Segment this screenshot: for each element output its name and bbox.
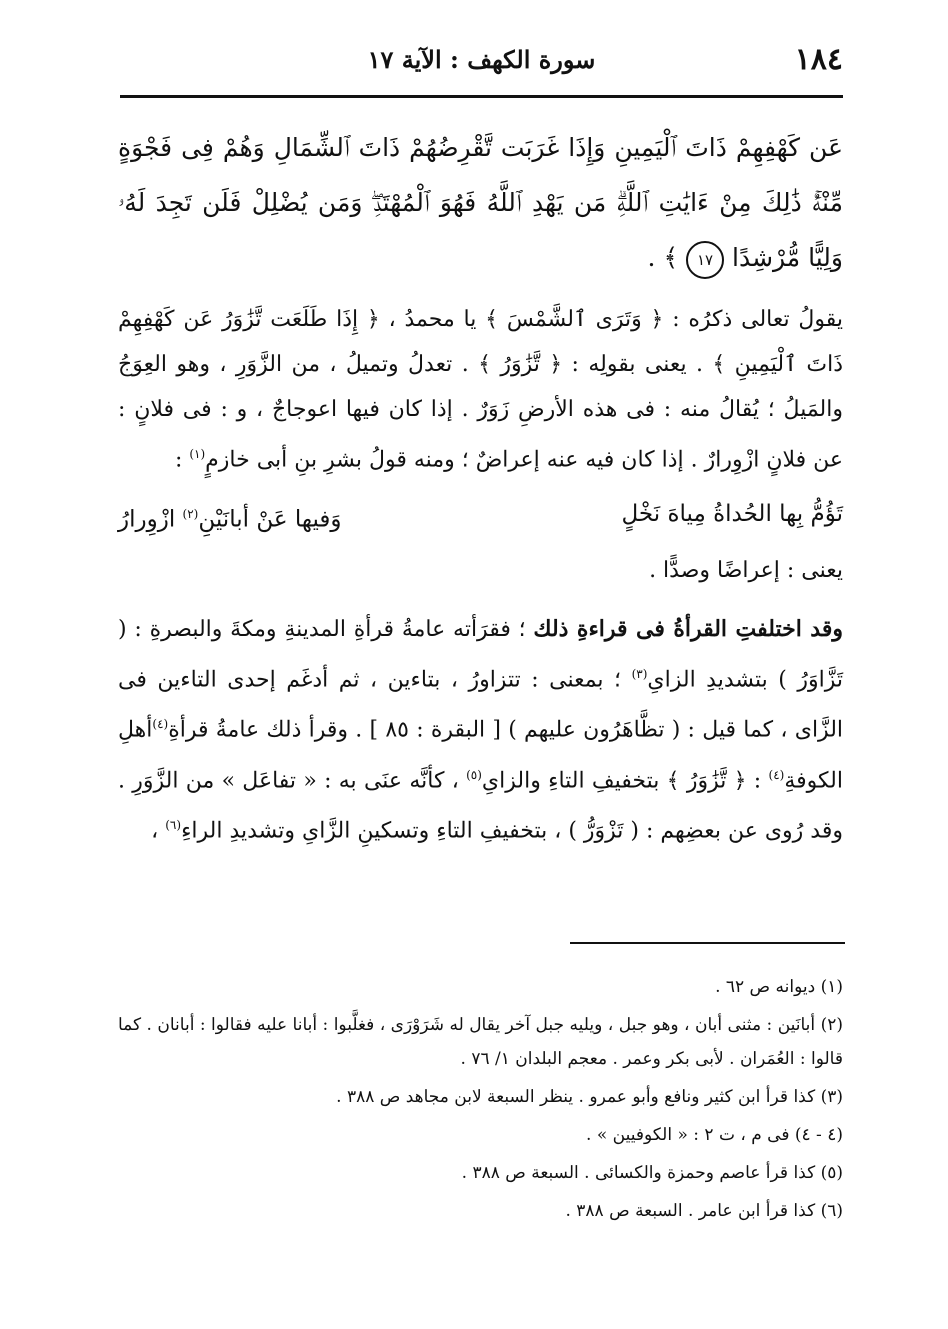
commentary-text: ؛ بمعنى : تتزاورُ ، بتاءين ، ثم أدغَم إحدى التاءين فى الزَّاى ، كما قيل : ( تظَّاهَرُون عليهم ) [ البقرة : ٨٥ ] . وقرأ ذلك عامةُ قرأةِ xyxy=(118,667,844,743)
footnote: (٥) كذا قرأ عاصم وحمزة والكسائى . السبعة ص ٣٨٨ . xyxy=(461,1163,843,1183)
verse-second-hemistich xyxy=(118,492,342,542)
commentary-text: يقولُ تعالى ذكرُه : ﴿ وَتَرَى ٱلشَّمْسَ ﴾ يا محمدُ ، ﴿ إِذَا طَلَعَت تَّزَٰوَرُ عَن كَهْفِهِمْ ذَاتَ ٱلْيَمِينِ ﴾ . يعنى بقولِه : ﴿ تَّزَٰوَرُ ﴾ . تعدلُ وتميلُ ، من الزَّوَرِ ، وهو العِوَجُ والمَيلُ ؛ يُقالُ منه : فى هذه الأرضِ زَوَرٌ . إذا كان فيها اعوجاجٌ ، و : فى فلانٍ : عن فلانٍ ازْوِرارٌ . إذا كان فيه عنه إعراضٌ ؛ ومنه قولُ بشرِ بنِ أبى خازمٍ xyxy=(118,307,843,473)
quran-closing: ﴾ . xyxy=(647,243,679,272)
commentary-text: أهلِ الكوفةِ xyxy=(118,717,843,793)
verse-text: ازْوِرارُ xyxy=(118,506,183,533)
commentary-paragraph-2: يعنى : إعراضًا وصدًّا . xyxy=(649,557,843,583)
verse-text: وَفيها عَنْ أبانَيْنِ xyxy=(198,506,342,533)
footnote-ref: (١) xyxy=(189,447,206,461)
commentary-paragraph-1 xyxy=(118,297,843,482)
page-header xyxy=(120,40,843,86)
footnote: (٣) كذا قرأ ابن كثير ونافع وأبو عمرو . ينظر السبعة لابن مجاهد ص ٣٨٨ . xyxy=(336,1087,843,1107)
running-title: سورة الكهف : الآية ١٧ xyxy=(367,45,596,74)
main-text xyxy=(118,120,843,853)
footnote: (٢) أبانَين : مثنى أبان ، وهو جبل ، ويليه جبل آخر يقال له شَرَوْرَى ، فغلَّبوا : أبانا عليه فقالوا : أبانان . كما قالوا : العُمَران . لأبى بكر وعمر . معجم البلدان ١/ ٧٦ . xyxy=(118,1015,843,1069)
footnote: (٤ - ٤) فى م ، ت ٢ : « الكوفيين » . xyxy=(586,1125,843,1145)
punctuation: ، xyxy=(151,818,166,844)
commentary-paragraph-3 xyxy=(118,607,843,853)
header-divider xyxy=(120,95,843,98)
commentary-text: : ﴿ تَّزَٰوَرُ ﴾ بتخفيفِ التاءِ والزاىِ xyxy=(481,767,769,793)
footnotes xyxy=(118,970,843,1232)
verse-first-hemistich: تَؤُمُّ بِها الحُداةُ مِياهَ نَخْلٍ xyxy=(621,501,843,528)
footnote: (١) ديوانه ص ٦٢ . xyxy=(715,977,843,997)
footnote-ref: (٦) xyxy=(165,817,182,832)
punctuation: : xyxy=(174,447,190,473)
quran-passage xyxy=(118,120,843,285)
ayah-number-marker: ١٧ xyxy=(686,241,724,279)
page-number: ١٨٤ xyxy=(794,42,843,77)
commentary-text: ، كأنَّه عنَى به : « تفاعَل » من الزَّوَرِ . وقد رُوى عن بعضِهم : ( تَزْوَرُّ ) ، بتخفيفِ التاءِ وتسكينِ الزَّاىِ وتشديدِ الراءِ xyxy=(118,767,843,844)
quran-text: عَن كَهْفِهِمْ ذَاتَ ٱلْيَمِينِ وَإِذَا غَرَبَت تَّقْرِضُهُمْ ذَاتَ ٱلشِّمَالِ وَهُمْ فِى فَجْوَةٍ مِّنْهُۚ ذَٰلِكَ مِنْ ءَايَٰتِ ٱللَّهِۗ مَن يَهْدِ ٱللَّهُ فَهُوَ ٱلْمُهْتَدِۖ وَمَن يُضْلِلْ فَلَن تَجِدَ لَهُۥ وَلِيًّا مُّرْشِدًا xyxy=(118,133,843,272)
spacer xyxy=(118,593,843,607)
poetry-verse xyxy=(118,492,843,542)
section-lead: وقد اختلفتِ القرأةُ فى قراءةِ ذلك xyxy=(533,615,843,642)
footnote-ref: (٣) xyxy=(631,666,648,681)
footnote-ref: (٥) xyxy=(466,767,482,782)
footnote-divider xyxy=(570,942,845,944)
footnote-ref: (٤) xyxy=(152,717,169,732)
footnote-ref: (٤) xyxy=(768,767,785,782)
commentary-text: ؛ فقرَأته عامةُ قرأةِ المدينةِ ومكةَ والبصرةِ : ( تَزَّاوَرُ ) بتشديدِ الزاىِ xyxy=(118,616,844,693)
footnote-ref: (٢) xyxy=(182,507,199,522)
footnote: (٦) كذا قرأ ابن عامر . السبعة ص ٣٨٨ . xyxy=(565,1201,843,1221)
